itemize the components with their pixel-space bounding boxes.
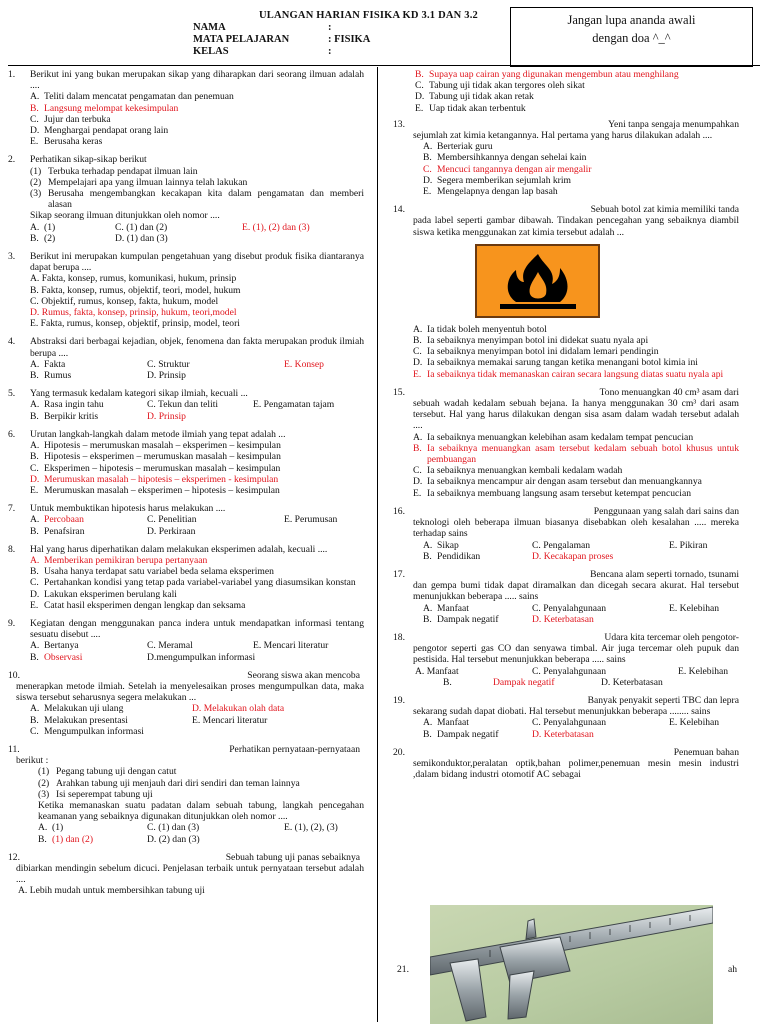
- nama-row: NAMA :: [193, 22, 332, 33]
- options-row-1: A. (1) C. (1) dan (2) E. (1), (2) dan (3): [30, 221, 310, 233]
- question-16: 16. Penggunaan yang salah dari sains dan teknologi oleh beberapa ilmuan biasanya disebabkan oleh kesalahan ..... mereka terhadap sains A. Sikap C. Pengalaman E. Pikiran B. Pendidikan D. Kecakapan proses: [393, 505, 739, 562]
- question-20: 20. Penemuan bahan semikonduktor,peralatan optik,bahan polimer,penemuan mesin mesin industri ,dalam bidang industri otomotif AC sebagai: [393, 746, 739, 781]
- question-12-continued: B. Supaya uap cairan yang digunakan mengembun atau menghilang C. Tabung uji tidak akan tergores oleh sikat D. Tabung uji tidak akan retak E. Uap tidak akan terbentuk: [393, 69, 739, 114]
- question-5: 5. Yang termasuk kedalam kategori sikap ilmiah, kecuali ... A. Rasa ingin tahu C. Tekun dan teliti E. Pengamatan tajam B. Berpikir kritis D. Prinsip: [8, 388, 335, 422]
- option-e-answer: E. Ia sebaiknya tidak memanaskan cairan secara langsung diatas suatu nyala api: [413, 368, 724, 380]
- option-b-answer: B. Ia sebaiknya menuangkan asam tersebut kedalam sebuah botol khusus untuk pembuangan: [413, 442, 739, 466]
- question-7: 7. Untuk membuktikan hipotesis harus melakukan .... A. Percobaan C. Penelitian E. Perumusan B. Penafsiran D. Perkiraan: [8, 503, 338, 537]
- question-4: 4. Abstraksi dari berbagai kejadian, objek, fenomena dan fakta merupakan produk ilmiah berupa .... A. Fakta C. Struktur E. Konsep B. Rumus D. Prinsip: [8, 336, 364, 382]
- question-21-tail: ah: [728, 964, 738, 975]
- option-d: D. Menghargai pendapat orang lain: [30, 125, 169, 137]
- option-b-answer: B. Langsung melompat kekesimpulan: [30, 102, 179, 114]
- question-19: 19. Banyak penyakit seperti TBC dan lepra sekarang sudah dapat diobati. Hal tersebut menunjukkan beberapa ........ sains A. Manfaat C. Penyalahgunaan E. Kelebihan B. Dampak negatif D. Keterbatasan: [393, 694, 739, 740]
- question-13: 13. Yeni tanpa sengaja menumpahkan sejumlah zat kimia ketangannya. Hal pertama yang harus dilakukan adalah .... A. Berteriak guru B. Membersihkannya dengan sehelai kain C. Mencuci tangannya dengan air mengalir D. Segera memberikan sejumlah krim E. Mengelapnya dengan lap basah: [393, 118, 739, 198]
- question-21-number: 21.: [397, 964, 409, 975]
- statement-1: (1) Terbuka terhadap pendapat ilmuan lain: [30, 165, 198, 177]
- question-9: 9. Kegiatan dengan menggunakan panca indera untuk mendapatkan informasi tentang sesuatu disebut .... A. Bertanya C. Meramal E. Mencari literatur B. Observasi D.mengumpulkan informasi: [8, 617, 364, 663]
- option-b: B. Fakta, konsep, rumus, objektif, teori, model, hukum: [30, 284, 241, 296]
- column-divider: [377, 67, 378, 1022]
- exam-title: ULANGAN HARIAN FISIKA KD 3.1 DAN 3.2: [259, 10, 478, 21]
- flammable-hazard-icon: [475, 244, 600, 318]
- statement-2: (2) Mempelajari apa yang ilmuan lainnya telah lakukan: [30, 176, 248, 188]
- option-a-answer: A. Memberikan pemikiran berupa pertanyaan: [30, 554, 208, 566]
- left-column: [8, 69, 364, 904]
- right-column: [393, 69, 739, 787]
- option-e: E. Berusaha keras: [30, 136, 103, 148]
- option-e: E. Fakta, rumus, konsep, objektif, prinsip, model, teori: [30, 318, 240, 330]
- question-14: 14. Sebuah botol zat kimia memiliki tanda pada label seperti gambar dibawah. Tindakan pencegahan yang sebaiknya diambil siswa ketika menggunakan zat kimia tersebut adalah ... A. Ia tidak boleh menyentuh botol B. Ia sebaiknya menyimpan botol ini didekat suatu nyala api C. Ia sebaiknya menyimpan botol ini didalam lemari pendingin D. Ia sebaiknya memakai sarung tangan ketika menangani botol kimia ini E. Ia sebaiknya tidak memanaskan cairan secara langsung diatas suatu nyala api: [393, 204, 739, 380]
- option-a: A. Fakta, konsep, rumus, komunikasi, hukum, prinsip: [30, 273, 237, 285]
- exam-header: [0, 6, 768, 64]
- reminder-box: Jangan lupa ananda awali dengan doa ^_^: [510, 7, 753, 67]
- option-c: C. Objektif, rumus, konsep, fakta, hukum, model: [30, 295, 219, 307]
- question-6: 6. Urutan langkah-langkah dalam metode ilmiah yang tepat adalah ... A. Hipotesis – merumuskan masalah – eksperimen – kesimpulan B. Hipotesis – eksperimen – merumuskan masalah – kesimpulan C. Eksperimen – hipotesis – merumuskan masalah – kesimpulan D. Merumuskan masalah – hipotesis – eksperimen - kesimpulan E. Merumuskan masalah – eksperimen – hipotesis – kesimpulan: [8, 429, 364, 496]
- mapel-row: MATA PELAJARAN : FISIKA: [193, 34, 371, 45]
- option-a: A. Teliti dalam mencatat pengamatan dan penemuan: [30, 91, 234, 103]
- question-11: 11. Perhatikan pernyataan-pernyataan berikut : (1) Pegang tabung uji dengan catut (2) Arahkan tabung uji menjauh dari diri sendiri dan teman lainnya (3) Isi seperempat tabung uji Ketika memanaskan suatu padatan dalam sebuah tabung, langkah pencegahan keamanan yang sebaiknya digunakan ditunjukkan oleh nomor .... A. (1) C. (1) dan (3) E. (1), (2), (3) B. (1) dan (2) D. (2) dan (3): [8, 743, 364, 845]
- question-10: 10. Seorang siswa akan mencoba menerapkan metode ilmiah. Setelah ia menyelesaikan proses mengumpulkan data, maka siswa tersebut seharusnya segera melakukan ... A. Melakukan uji ulang D. Melakukan olah data B. Melakukan presentasi E. Mencari literatur C. Mengumpulkan informasi: [8, 669, 364, 737]
- question-1: 1. Berikut ini yang bukan merupakan sikap yang diharapkan dari seorang ilmuan adalah .... A. Teliti dalam mencatat pengamatan dan penemuan B. Langsung melompat kekesimpulan C. Jujur dan terbuka D. Menghargai pendapat orang lain E. Berusaha keras: [8, 69, 364, 148]
- statement-3: (3) Berusaha mengembangkan kecakapan kita dalam pengamatan dan memberi alasan: [30, 188, 364, 211]
- vernier-caliper-icon: [430, 905, 713, 1024]
- question-17: 17. Bencana alam seperti tornado, tsunami dan gempa bumi tidak dapat diramalkan dan dicegah secara akurat. Hal tersebut menunjukkan beberapa ..... sains A. Manfaat C. Penyalahgunaan E. Kelebihan B. Dampak negatif D. Keterbatasan: [393, 568, 739, 625]
- flame-icon: [490, 250, 586, 312]
- kelas-row: KELAS :: [193, 46, 332, 57]
- option-b-answer: B. Supaya uap cairan yang digunakan mengembun atau menghilang: [415, 69, 679, 80]
- question-18: 18. Udara kita tercemar oleh pengotor- pengotor seperti gas CO dan senyawa timbal. Air juga tercemar oleh pupuk dan pestisida. Hal tersebut menunjukkan beberapa ..... sains A. Manfaat C. Penyalahgunaan E. Kelebihan B. Dampak negatif D. Keterbatasan: [393, 631, 739, 688]
- question-3: 3. Berikut ini merupakan kumpulan pengetahuan yang disebut produk fisika diantaranya dapat berupa .... A. Fakta, konsep, rumus, komunikasi, hukum, prinsip B. Fakta, konsep, rumus, objektif, teori, model, hukum C. Objektif, rumus, konsep, fakta, hukum, model D. Rumus, fakta, konsep, prinsip, hukum, teori,model E. Fakta, rumus, konsep, objektif, prinsip, model, teori: [8, 251, 364, 330]
- option-d-answer: D. Rumus, fakta, konsep, prinsip, hukum, teori,model: [30, 307, 237, 319]
- options-row-2: B. (2) D. (1) dan (3): [30, 232, 168, 244]
- question-8: 8. Hal yang harus diperhatikan dalam melakukan eksperimen adalah, kecuali .... A. Memberikan pemikiran berupa pertanyaan B. Usaha hanya terdapat satu variabel beda selama eksperimen C. Pertahankan kondisi yang tetap pada variabel-variabel yang diasumsikan konstan D. Lakukan eksperimen berulang kali E. Catat hasil eksperimen dengan lengkap dan seksama: [8, 544, 364, 611]
- question-15: 15. Tono menuangkan 40 cm³ asam dari sebuah wadah kedalam sebuah bejana. Ia hanya menggunakan 30 cm³ dari asam tersebut. Hal yang harus dilakukan dengan sisa asam dalam wadah tersebut adalah .... A. Ia sebaiknya menuangkan kelebihan asam kedalam tempat pencucian B. Ia sebaiknya menuangkan asam tersebut kedalam sebuah botol khusus untuk pembuangan C. Ia sebaiknya menuangkan kembali kedalam wadah D. Ia sebaiknya mencampur air dengan asam tersebut dan menuangkannya E. Ia sebaiknya membuang langsung asam tersebut ketempat pencucian: [393, 386, 739, 499]
- question-2: 2. Perhatikan sikap-sikap berikut (1) Terbuka terhadap pendapat ilmuan lain (2) Mempelajari apa yang ilmuan lainnya telah lakukan (3) Berusaha mengembangkan kecakapan kita dalam pengamatan dan memberi alasan Sikap seorang ilmuan ditunjukkan oleh nomor .... A. (1) C. (1) dan (2) E. (1), (2) dan (3) B. (2) D. (1) dan (3): [8, 154, 364, 244]
- caliper-photo: [430, 905, 713, 1024]
- option-d-answer: D. Merumuskan masalah – hipotesis – eksperimen - kesimpulan: [30, 473, 279, 485]
- header-divider: [8, 65, 760, 66]
- question-12: 12. Sebuah tabung uji panas sebaiknya dibiarkan mendingin sebelum dicuci. Penjelasan terbaik untuk pernyataan tersebut adalah .... A. Lebih mudah untuk membersihkan tabung uji: [8, 851, 364, 897]
- option-c-answer: C. Mencuci tangannya dengan air mengalir: [423, 163, 592, 175]
- option-c: C. Jujur dan terbuka: [30, 113, 111, 125]
